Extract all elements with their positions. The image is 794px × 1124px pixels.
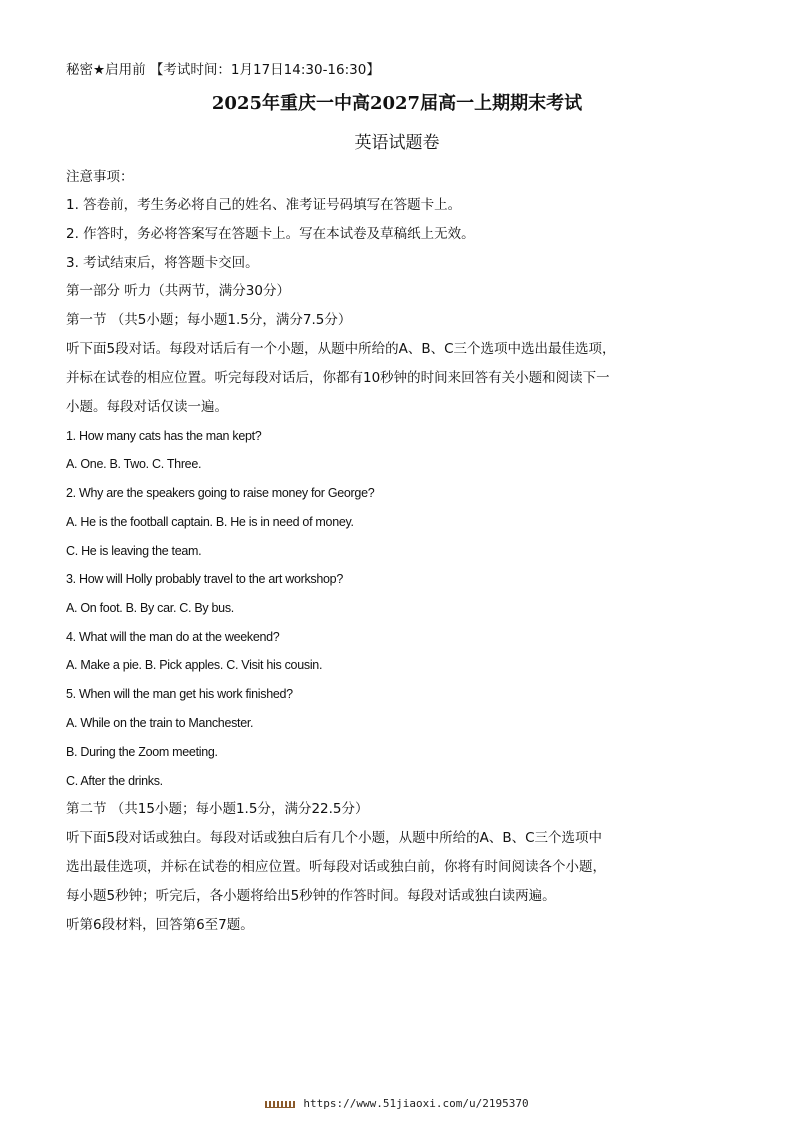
question-2-option-c: C. He is leaving the team.	[66, 544, 202, 558]
page-footer	[0, 1097, 794, 1110]
note-item-1: 1. 答卷前，考生务必将自己的姓名、准考证号码填写在答题卡上。	[66, 197, 462, 213]
section1-instruction-2: 并标在试卷的相应位置。听完每段对话后，你都有10秒钟的时间来回答有关小题和阅读下一	[66, 370, 610, 386]
question-5-option-c: C. After the drinks.	[66, 774, 163, 788]
question-4: 4. What will the man do at the weekend?	[66, 630, 280, 644]
question-3: 3. How will Holly probably travel to the art workshop?	[66, 572, 343, 586]
confidential-notice: 秘密★启用前 【考试时间：1月17日14:30-16:30】	[66, 62, 380, 78]
section2-heading: 第二节 （共15小题；每小题1.5分，满分22.5分）	[66, 801, 369, 817]
section2-instruction-2: 选出最佳选项，并标在试卷的相应位置。听每段对话或独白前，你将有时间阅读各个小题，	[66, 859, 606, 875]
question-5-option-b: B. During the Zoom meeting.	[66, 745, 218, 759]
question-3-options: A. On foot. B. By car. C. By bus.	[66, 601, 234, 615]
exam-title: 2025年重庆一中高2027届高一上期期末考试	[211, 93, 583, 114]
section1-instruction-3: 小题。每段对话仅读一遍。	[66, 399, 228, 415]
site-logo-icon	[265, 1101, 295, 1108]
section1-heading: 第一节 （共5小题；每小题1.5分，满分7.5分）	[66, 312, 352, 328]
question-5-option-a: A. While on the train to Manchester.	[66, 716, 254, 730]
footer-url-link[interactable]: https://www.51jiaoxi.com/u/2195370	[303, 1097, 529, 1110]
question-2-options-ab: A. He is the football captain. B. He is in need of money.	[66, 515, 354, 529]
material-6-prompt: 听第6段材料，回答第6至7题。	[66, 917, 254, 933]
notes-heading: 注意事项：	[66, 169, 134, 185]
note-item-3: 3. 考试结束后，将答题卡交回。	[66, 255, 259, 271]
note-item-2: 2. 作答时，务必将答案写在答题卡上。写在本试卷及草稿纸上无效。	[66, 226, 475, 242]
section2-instruction-1: 听下面5段对话或独白。每段对话或独白后有几个小题，从题中所给的A、B、C三个选项中	[66, 830, 603, 846]
question-2: 2. Why are the speakers going to raise money for George?	[66, 486, 375, 500]
section1-instruction-1: 听下面5段对话。每段对话后有一个小题，从题中所给的A、B、C三个选项中选出最佳选项，	[66, 341, 616, 357]
part1-heading: 第一部分 听力（共两节，满分30分）	[66, 283, 290, 299]
question-4-options: A. Make a pie. B. Pick apples. C. Visit his cousin.	[66, 658, 323, 672]
exam-subtitle: 英语试题卷	[354, 133, 440, 153]
question-5: 5. When will the man get his work finished?	[66, 687, 293, 701]
section2-instruction-3: 每小题5秒钟；听完后，各小题将给出5秒钟的作答时间。每段对话或独白读两遍。	[66, 888, 556, 904]
question-1-options: A. One. B. Two. C. Three.	[66, 457, 202, 471]
question-1: 1. How many cats has the man kept?	[66, 429, 262, 443]
